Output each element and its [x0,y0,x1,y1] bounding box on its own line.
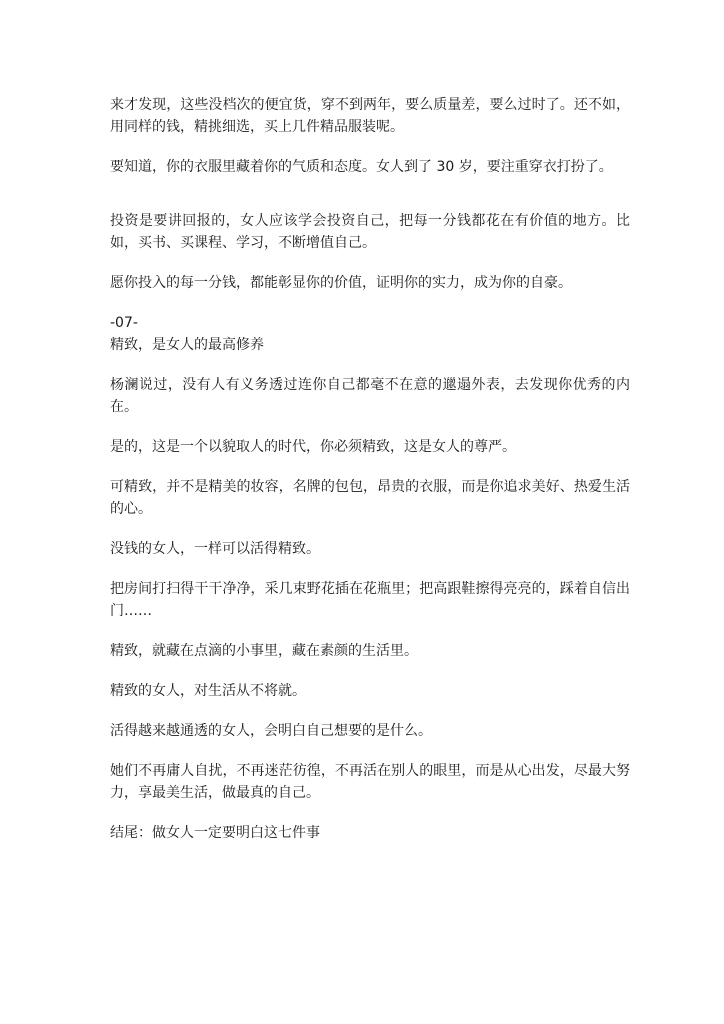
paragraph: 愿你投入的每一分钱，都能彰显你的价值，证明你的实力，成为你的自豪。 [110,275,572,291]
paragraph: 杨澜说过，没有人有义务透过连你自己都毫不在意的邋遢外表，去发现你优秀的内在。 [110,377,630,415]
paragraph: 精致，就藏在点滴的小事里，藏在素颜的生活里。 [110,643,418,659]
document-body [110,94,630,844]
paragraph: 是的，这是一个以貌取人的时代，你必须精致，这是女人的尊严。 [110,439,516,455]
paragraph: 活得越来越通透的女人，会明白自己想要的是什么。 [110,723,432,739]
paragraph: 精致的女人，对生活从不将就。 [110,683,306,699]
paragraph: 可精致，并不是精美的妆容，名牌的包包，昂贵的衣服，而是你追求美好、热爱生活的心。 [110,479,630,517]
paragraph: 没钱的女人，一样可以活得精致。 [110,541,320,557]
section-number: -07- [110,315,138,331]
paragraph: 把房间打扫得干干净净，采几束野花插在花瓶里；把高跟鞋擦得亮亮的，踩着自信出门…… [110,581,630,619]
section-heading: 精致，是女人的最高修养 [110,337,264,353]
paragraph: 投资是要讲回报的，女人应该学会投资自己，把每一分钱都花在有价值的地方。比如，买书、买课程、学习，不断增值自己。 [110,213,630,251]
paragraph: 她们不再庸人自扰，不再迷茫彷徨，不再活在别人的眼里，而是从心出发，尽最大努力，享最美生活，做最真的自己。 [110,763,630,801]
closing-heading: 结尾：做女人一定要明白这七件事 [110,825,320,841]
paragraph: 来才发现，这些没档次的便宜货，穿不到两年，要么质量差，要么过时了。还不如，用同样的钱，精挑细选，买上几件精品服装呢。 [110,97,630,135]
paragraph: 要知道，你的衣服里藏着你的气质和态度。女人到了 30 岁，要注重穿衣打扮了。 [110,159,613,175]
